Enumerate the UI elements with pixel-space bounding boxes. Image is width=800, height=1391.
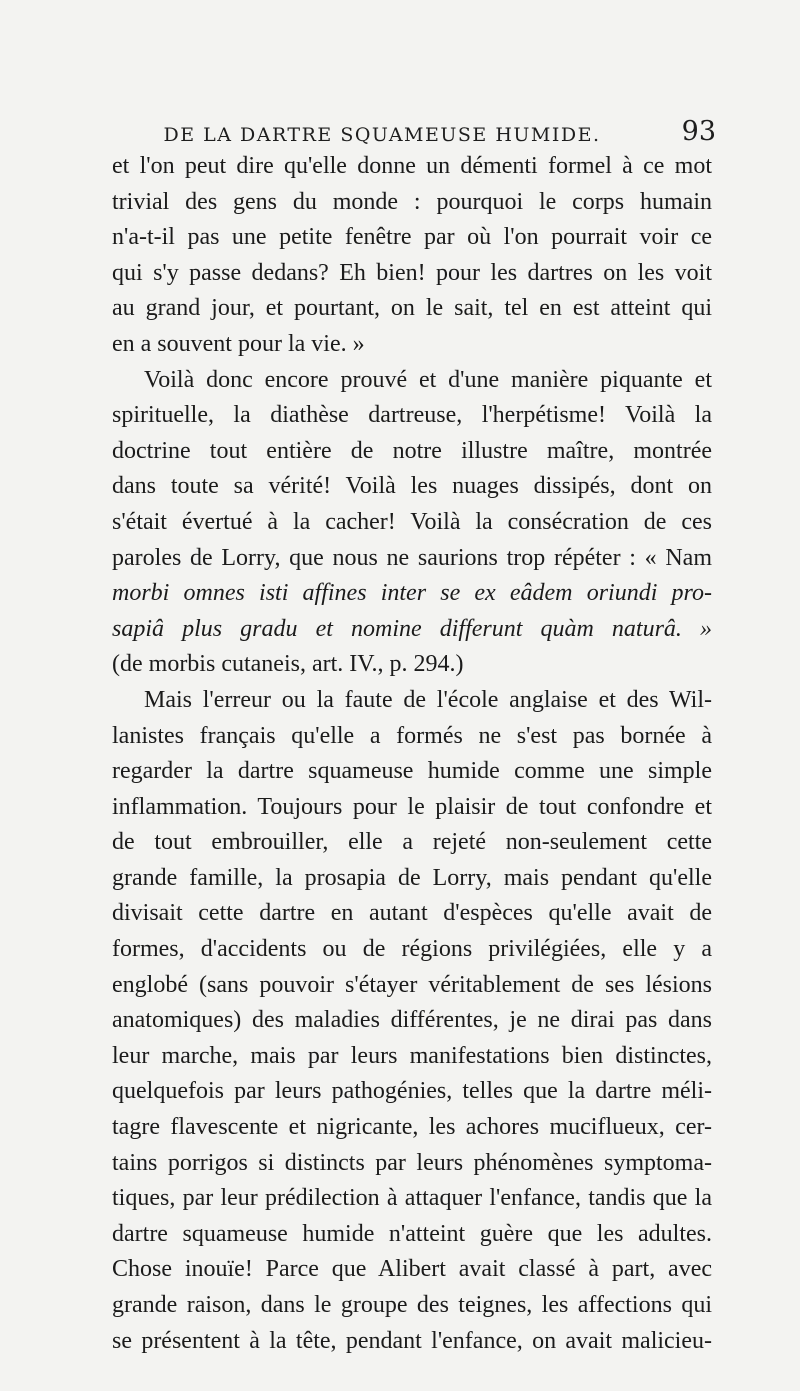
paragraph-1 [112, 149, 712, 363]
text-line: Chose inouïe! Parce que Alibert avait classé à part, avec [112, 1256, 712, 1283]
text-line: trivial des gens du monde : pourquoi le corps humain [112, 188, 712, 215]
text-line: tagre flavescente et nigricante, les achores mucifluеux, cer- [112, 1114, 712, 1141]
text-line: inflammation. Toujours pour le plaisir de tout confondre et [112, 793, 712, 820]
text-line: quelquefois par leurs pathogénies, telles que la dartre méli- [112, 1078, 712, 1105]
text-line: divisait cette dartre en autant d'espèces qu'elle avait de [112, 900, 712, 927]
text-line: en a souvent pour la vie. » [112, 330, 365, 357]
text-line: leur marche, mais par leurs manifestations bien distinctes, [112, 1042, 712, 1069]
text-line: se présentent à la tête, pendant l'enfance, on avait malicieu- [112, 1327, 712, 1354]
text-line: n'a-t-il pas une petite fenêtre par où l'on pourrait voir ce [112, 224, 712, 251]
latin-quote-line: sapiâ plus gradu et nomine differunt quàm naturâ. » [112, 615, 712, 642]
text-line: formes, d'accidents ou de régions privilégiées, elle y a [112, 936, 712, 963]
text-line: (de morbis cutaneis, art. IV., p. 294.) [112, 651, 464, 678]
text-line: dartre squameuse humide n'atteint guère que les adultes. [112, 1220, 712, 1247]
paragraph-3 [112, 683, 712, 1359]
paragraph-2 [112, 363, 712, 683]
text-line: regarder la dartre squameuse humide comme une simple [112, 758, 712, 785]
text-line: paroles de Lorry, que nous ne saurions trop répéter : « Nam [112, 544, 712, 571]
text-line: lanistes français qu'elle a formés ne s'est pas bornée à [112, 722, 712, 749]
text-line: doctrine tout entière de notre illustre maître, montrée [112, 437, 712, 464]
text-line: grande raison, dans le groupe des teignes, les affections qui [112, 1292, 712, 1318]
latin-quote-line: morbi omnes isti affines inter se ex eâdem oriundi pro- [112, 580, 712, 607]
text-line: Voilà donc encore prouvé et d'une manière piquante et [144, 366, 712, 393]
body-text [112, 149, 712, 1359]
text-line: Mais l'erreur ou la faute de l'école anglaise et des Wil- [144, 686, 712, 713]
running-head [112, 114, 716, 150]
text-line: et l'on peut dire qu'elle donne un démenti formel à ce mot [112, 153, 712, 179]
running-title: DE LA DARTRE SQUAMEUSE HUMIDE. [163, 124, 601, 146]
text-line: tains porrigos si distincts par leurs phénomènes symptoma- [112, 1149, 712, 1176]
text-line: au grand jour, et pourtant, on le sait, tel en est atteint qui [112, 295, 712, 322]
text-line: spirituelle, la diathèse dartreuse, l'herpétisme! Voilà la [112, 402, 712, 429]
text-line: anatomiques) des maladies différentes, je ne dirai pas dans [112, 1007, 712, 1034]
text-line: qui s'y passe dedans? Eh bien! pour les dartres on les voit [112, 259, 712, 286]
page-number: 93 [681, 116, 716, 147]
text-line: tiques, par leur prédilection à attaquer l'enfance, tandis que la [112, 1185, 712, 1212]
text-line: dans toute sa vérité! Voilà les nuages dissipés, dont on [112, 473, 712, 500]
text-line: englobé (sans pouvoir s'étayer véritablement de ses lésions [112, 971, 712, 998]
text-line: s'était évertué à la cacher! Voilà la consécration de ces [112, 508, 712, 535]
text-line: grande famille, la prosapia de Lorry, mais pendant qu'elle [112, 864, 712, 891]
text-line: de tout embrouiller, elle a rejeté non-seulement cette [112, 829, 712, 856]
